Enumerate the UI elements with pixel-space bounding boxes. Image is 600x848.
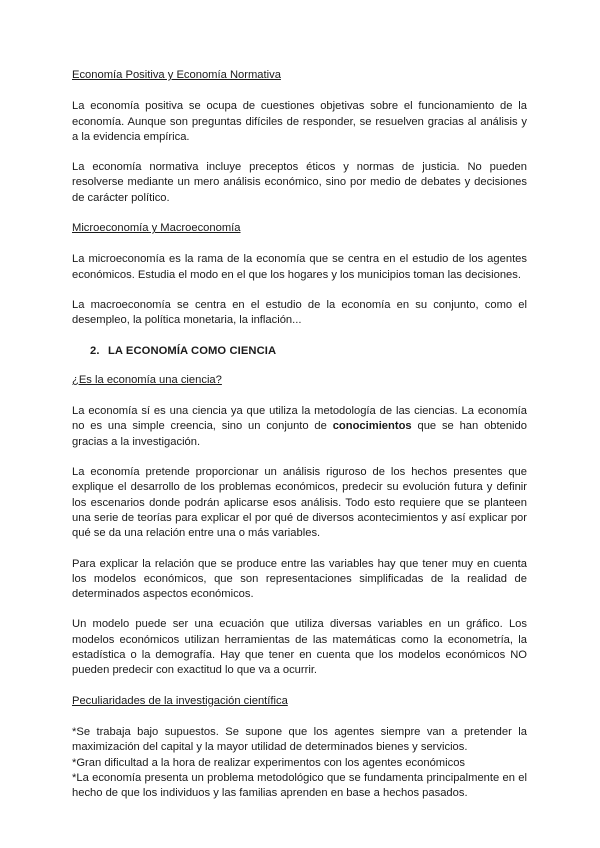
list-item: *Gran dificultad a la hora de realizar experimentos con los agentes económicos	[72, 756, 466, 769]
heading-micro-macro: Microeconomía y Macroeconomía	[72, 222, 241, 235]
paragraph-analisis-riguroso: La economía pretende proporcionar un análisis riguroso de los hechos presentes que explique el desarrollo de los problemas económicos, predecir su evolución futura y definir los escenarios donde podrán aplicarse esos análisis. Todo esto requiere que se planteen una serie de teorías para explicar el por qué de diversos acontecimientos y así explicar por qué se da una relación entre una o más variables.	[72, 466, 527, 540]
section-title	[90, 344, 527, 359]
list-item: *La economía presenta un problema metodológico que se fundamenta principalmente en el hecho de que los individuos y las familias aprenden en base a hechos pasados.	[72, 771, 527, 800]
paragraph-text-before: La economía sí es una ciencia ya que utiliza la metodología de las ciencias. La economía no es una simple creencia, sino un conjunto de	[72, 405, 527, 433]
paragraph-text-after: que se han obtenido gracias a la investigación.	[72, 420, 527, 448]
list-item: *Se trabaja bajo supuestos. Se supone que los agentes siempre van a pretender la maximización del capital y la mayor utilidad de determinados bienes y servicios.	[72, 725, 527, 754]
paragraph-microeconomia: La microeconomía es la rama de la economía que se centra en el estudio de los agentes económicos. Estudia el modo en el que los hogares y los municipios toman las decisiones.	[72, 253, 527, 281]
peculiaridades-list	[72, 725, 527, 801]
paragraph-economia-ciencia	[72, 404, 527, 450]
paragraph-modelos-economicos: Para explicar la relación que se produce entre las variables hay que tener muy en cuenta los modelos económicos, que son representaciones simplificadas de la realidad de determinados aspectos económicos.	[72, 557, 527, 601]
document-page	[72, 68, 527, 801]
section-number: 2.	[90, 344, 100, 357]
paragraph-macroeconomia: La macroeconomía se centra en el estudio de la economía en su conjunto, como el desempleo, la política monetaria, la inflación...	[72, 298, 527, 327]
paragraph-modelo-ecuacion: Un modelo puede ser una ecuación que utiliza diversas variables en un gráfico. Los modelos económicos utilizan herramientas de las matemáticas como la econometría, la estadística o la demografía. Hay que tener en cuenta que los modelos económicos NO pueden predecir con exactitud lo que va a ocurrir.	[72, 618, 527, 677]
heading-peculiaridades: Peculiaridades de la investigación científica	[72, 694, 288, 707]
heading-economia-positiva-normativa: Economía Positiva y Economía Normativa	[72, 69, 281, 81]
heading-es-ciencia: ¿Es la economía una ciencia?	[72, 373, 222, 386]
section-title-text: LA ECONOMÍA COMO CIENCIA	[108, 344, 277, 357]
bold-conocimientos: conocimientos	[332, 420, 412, 433]
paragraph-economia-normativa: La economía normativa incluye preceptos éticos y normas de justicia. No pueden resolverse mediante un mero análisis económico, sino por medio de debates y decisiones de carácter político.	[72, 161, 527, 204]
paragraph-economia-positiva: La economía positiva se ocupa de cuestiones objetivas sobre el funcionamiento de la economía. Aunque son preguntas difíciles de responder, se resuelven gracias al análisis y a la evidencia empírica.	[72, 100, 527, 143]
